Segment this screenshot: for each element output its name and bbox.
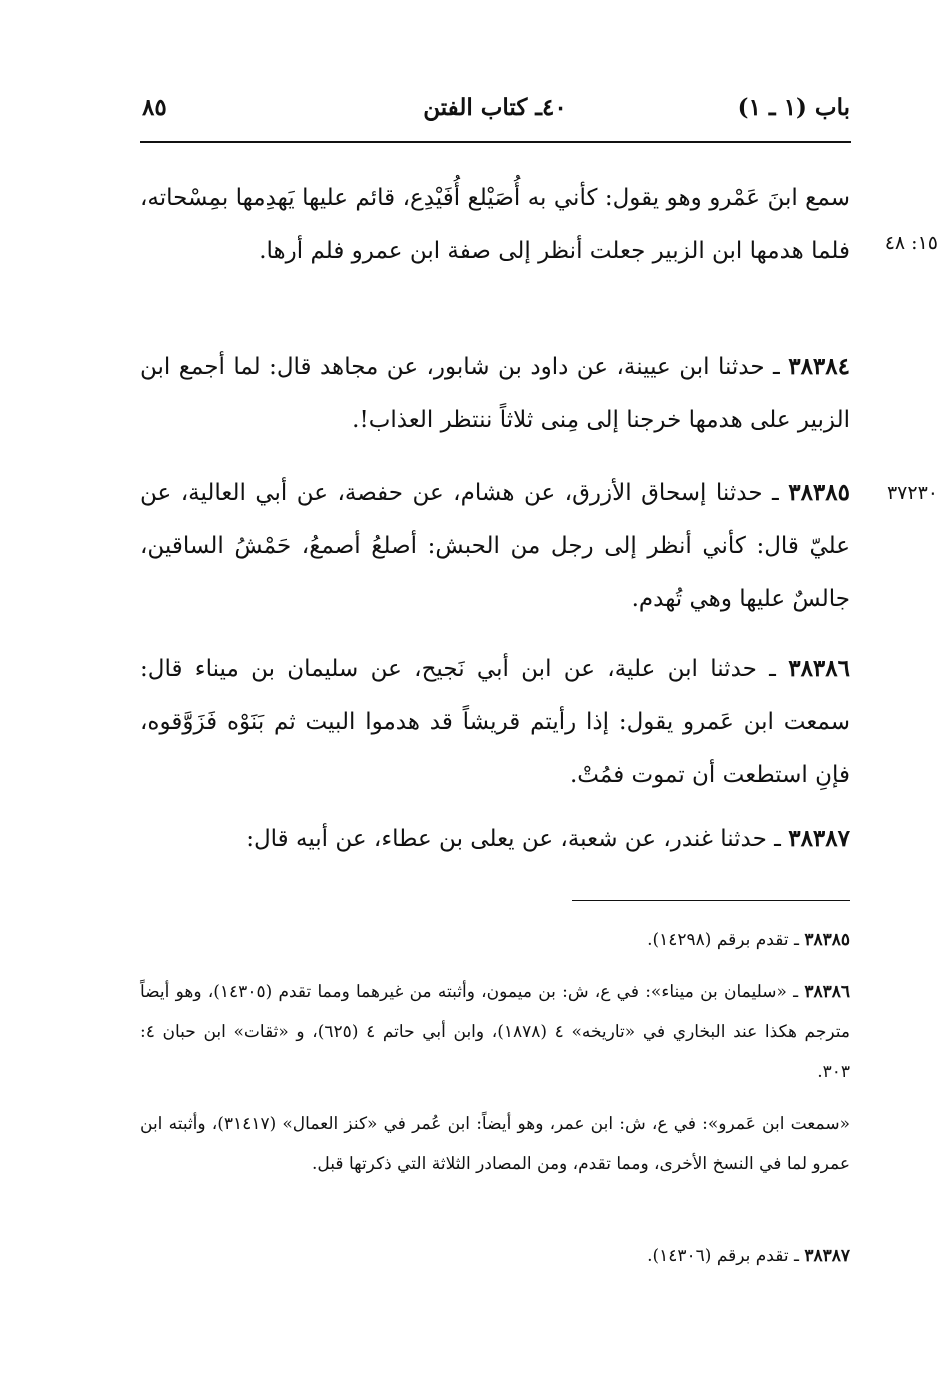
hadith-paragraph xyxy=(140,642,850,802)
paragraph-continuation xyxy=(140,172,850,278)
book-title: ٤٠ـ كتاب الفتن xyxy=(423,94,567,121)
margin-reference: ٣٧٢٣٠ xyxy=(886,482,938,504)
footnote xyxy=(140,920,850,960)
hadith-number: ٣٨٣٨٥ xyxy=(788,479,850,506)
footnote-text: ـ «سليمان بن ميناء»: في ع، ش: بن ميمون، وأثبته من غيرهما ومما تقدم (١٤٣٠٥)، وهو أيضاً مترجم هكذا عند البخاري في «تاريخه» ٤ (١٨٧٨)، وابن أبي حاتم ٤ (٦٢٥)، و «ثقات» ابن حبان ٤: ٣٠٣. xyxy=(140,982,850,1082)
hadith-paragraph xyxy=(140,812,850,866)
footnote-text: ـ تقدم برقم (١٤٣٠٦). xyxy=(647,1246,805,1266)
paragraph-text: ـ حدثنا إسحاق الأزرق، عن هشام، عن حفصة، عن أبي العالية، عن عليّ قال: كأني أنظر إلى رجل من الحبش: أصلعُ أصمعُ، حَمْشُ الساقين، جالسٌ عليها وهي تُهدم. xyxy=(140,480,850,612)
page-number: ٨٥ xyxy=(142,94,167,121)
paragraph-text: ـ حدثنا ابن علية، عن ابن أبي نَجيح، عن سليمان بن ميناء قال: سمعت ابن عَمرو يقول: إذا رأيتم قريشاً قد هدموا البيت ثم بَنَوْه فَزَوَّقوه، فإنِ استطعت أن تموت فمُتْ. xyxy=(140,656,850,788)
header-divider xyxy=(140,141,851,143)
footnote xyxy=(140,972,850,1092)
footnote-number: ٣٨٣٨٦ xyxy=(804,982,850,1002)
footnote-text: ـ تقدم برقم (١٤٢٩٨). xyxy=(647,930,805,950)
footnote-divider xyxy=(572,900,850,901)
hadith-paragraph xyxy=(140,466,850,626)
paragraph-text: ـ حدثنا ابن عيينة، عن داود بن شابور، عن مجاهد قال: لما أجمع ابن الزبير على هدمها خرجنا إلى مِنى ثلاثاً ننتظر العذاب!. xyxy=(140,354,850,433)
hadith-number: ٣٨٣٨٦ xyxy=(788,655,850,682)
chapter-label: باب (١ ـ ١) xyxy=(737,94,850,121)
hadith-paragraph xyxy=(140,340,850,447)
paragraph-text: سمع ابنَ عَمْرو وهو يقول: كأني به أُصَيْلع أُفَيْدِع، قائم عليها يَهدِمها بمِسْحاته، فلما هدمها ابن الزبير جعلت أنظر إلى صفة ابن عمرو فلم أرها. xyxy=(140,185,850,264)
footnote-number: ٣٨٣٨٧ xyxy=(804,1246,850,1266)
page-header xyxy=(140,92,850,132)
footnote-text: «سمعت ابن عَمرو»: في ع، ش: ابن عمر، وهو أيضاً: ابن عُمر في «كنز العمال» (٣١٤١٧)، وأثبته ابن عمرو لما في النسخ الأخرى، ومما تقدم، ومن المصادر الثلاثة التي ذكرتها قبل. xyxy=(140,1114,850,1174)
paragraph-text: ـ حدثنا غندر، عن شعبة، عن يعلى بن عطاء، عن أبيه قال: xyxy=(246,826,789,852)
footnote xyxy=(140,1104,850,1184)
hadith-number: ٣٨٣٨٧ xyxy=(788,825,850,852)
margin-reference: ١٥: ٤٨ xyxy=(884,232,938,254)
footnote xyxy=(140,1236,850,1276)
footnote-number: ٣٨٣٨٥ xyxy=(804,930,850,950)
hadith-number: ٣٨٣٨٤ xyxy=(788,353,850,380)
